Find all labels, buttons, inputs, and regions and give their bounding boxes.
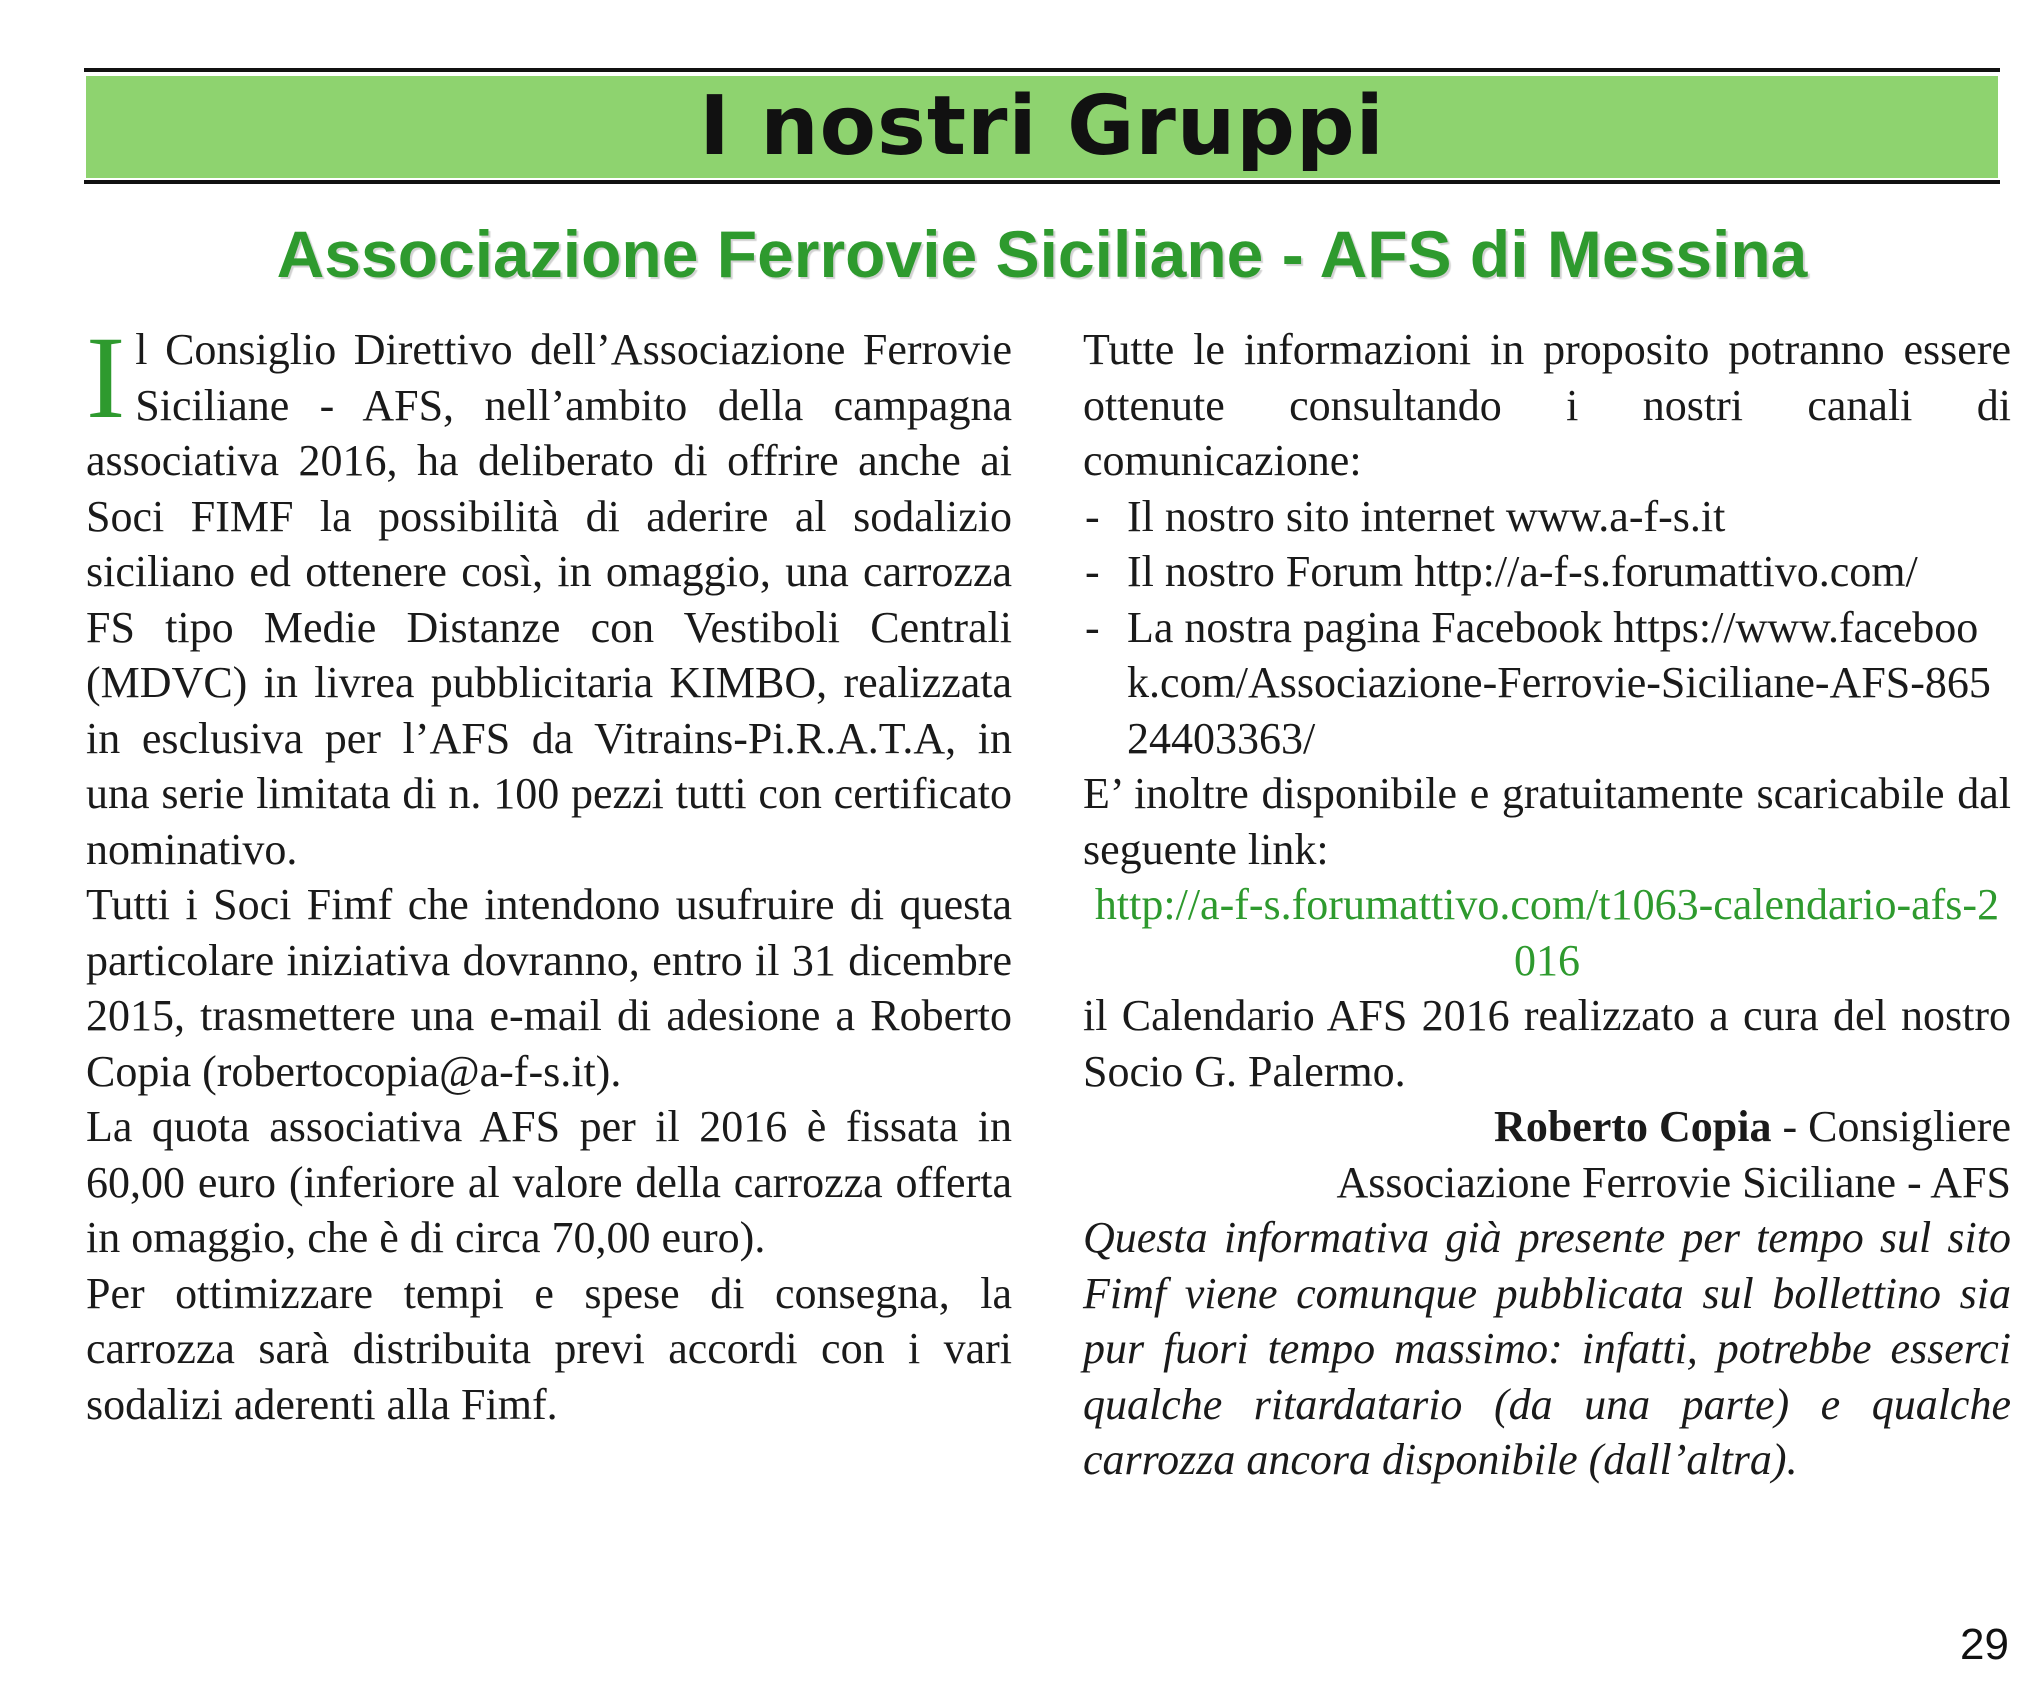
- drop-cap: I: [86, 312, 126, 443]
- previous-page-text-fragment: [80, 0, 2000, 16]
- delivery-paragraph: Per ottimizzare tempi e spese di consegna, la carrozza sarà distribuita previ accordi con i vari sodalizi aderenti alla Fimf.: [86, 1268, 1012, 1429]
- channel-facebook: La nostra pagina Facebook https://www.facebook.com/Associazione-Ferrovie-Siciliane-AFS-86524403363/: [1127, 602, 1991, 763]
- intro-paragraph: [86, 312, 1012, 877]
- section-title: I nostri Gruppi: [699, 79, 1385, 174]
- channels-intro: Tutte le informazioni in proposito potranno essere ottenute consultando i nostri canali di comunicazione:: [1083, 325, 2011, 485]
- right-column: [1083, 322, 2011, 1488]
- signature-organization: Associazione Ferrovie Siciliane - AFS: [1336, 1157, 2011, 1207]
- signature-role: - Consigliere: [1771, 1102, 2011, 1151]
- list-item: [1083, 600, 2011, 767]
- list-item: [1083, 489, 2011, 545]
- bullet-dash: -: [1085, 602, 1100, 652]
- download-text: E’ inoltre disponibile e gratuitamente scaricabile dal seguente link:: [1083, 769, 2011, 874]
- instructions-paragraph: Tutti i Soci Fimf che intendono usufruire di questa particolare iniziativa dovranno, entro il 31 dicembre 2015, trasmettere una e-mail di adesione a Roberto Copia (robertocopia@a-f-s.it).: [86, 880, 1012, 1096]
- signature-name: Roberto Copia: [1494, 1102, 1772, 1151]
- bullet-dash: -: [1085, 491, 1100, 541]
- signature: [1083, 1099, 2011, 1155]
- channel-website: Il nostro sito internet www.a-f-s.it: [1127, 491, 1726, 541]
- page-number: 29: [1960, 1620, 2009, 1669]
- banner-bottom-rule: [84, 180, 2000, 184]
- fee-paragraph: La quota associativa AFS per il 2016 è fissata in 60,00 euro (inferiore al valore della carrozza offerta in omaggio, che è di circa 70,00 euro).: [86, 1102, 1012, 1262]
- banner-top-rule: [84, 68, 2000, 72]
- left-column: [86, 312, 1012, 1432]
- calendar-text: il Calendario AFS 2016 realizzato a cura del nostro Socio G. Palermo.: [1083, 991, 2011, 1096]
- editor-note: Questa informativa già presente per tempo sul sito Fimf viene comunque pubblicata sul bollettino sia pur fuori tempo massimo: infatti, potrebbe esserci qualche ritardatario (da una parte) e qualche carrozza ancora disponibile (dall’altra).: [1083, 1213, 2011, 1484]
- bullet-dash: -: [1085, 547, 1100, 596]
- channel-forum: Il nostro Forum http://a-f-s.forumattivo.com/: [1127, 547, 1918, 596]
- calendar-download-link[interactable]: http://a-f-s.forumattivo.com/t1063-calendario-afs-2016: [1094, 880, 2000, 985]
- intro-paragraph-text: l Consiglio Direttivo dell’Associazione Ferrovie Siciliane - AFS, nell’ambito della campagna associativa 2016, ha deliberato di offrire anche ai Soci FIMF la possibilità di aderire al sodalizio siciliano ed ottenere così, in omaggio, una carrozza FS tipo Medie Distanze con Vestiboli Centrali (MDVC) in livrea pubblicitaria KIMBO, realizzata in esclusiva per l’AFS da Vitrains-Pi.R.A.T.A, in una serie limitata di n. 100 pezzi tutti con certificato nominativo.: [86, 325, 1012, 874]
- channels-list: [1083, 489, 2011, 767]
- section-banner: [86, 76, 1998, 178]
- list-item: [1083, 544, 2011, 600]
- article-title: Associazione Ferrovie Siciliane - AFS di Messina: [276, 217, 1808, 291]
